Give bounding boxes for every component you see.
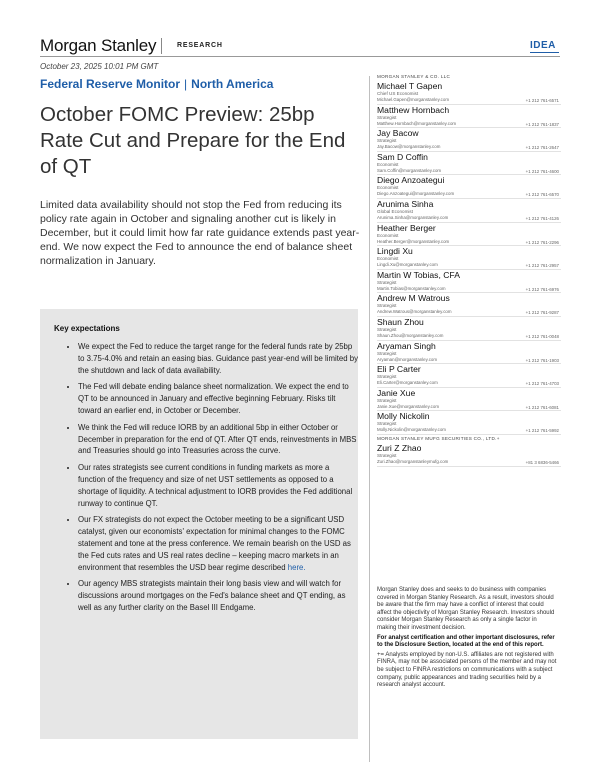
analyst-group [377, 81, 561, 435]
analyst-email[interactable]: Matthew.Hornbach@morganstanley.com [377, 120, 457, 126]
analyst-entry [377, 128, 561, 152]
idea-tag: IDEA [530, 40, 556, 51]
analyst-email[interactable]: Shaun.Zhou@morganstanley.com [377, 332, 444, 338]
analyst-role: Strategist [377, 326, 397, 332]
analyst-entry [377, 364, 561, 388]
analyst-phone: +1 212 761-5992 [525, 428, 559, 434]
analyst-entry [377, 293, 561, 317]
header-rule [40, 56, 560, 57]
disclosure-text: Morgan Stanley does and seeks to do business with companies covered in Morgan Stanley Research. As a result, investors should be aware that the firm may have a conflict of interest that could affect the objectivity of Morgan Stanley Research. Investors should consider Morgan Stanley Research as only a single factor in making their investment decision. [377, 587, 555, 631]
key-expectations-heading: Key expectations [54, 324, 120, 333]
analyst-phone: +1 212 761-6571 [525, 98, 559, 104]
analyst-name: Eli P Carter [377, 364, 421, 375]
analyst-entry [377, 341, 561, 365]
list-item [78, 422, 358, 457]
analyst-phone: +1 212 761-4703 [525, 381, 559, 387]
analyst-role: Economist [377, 232, 399, 238]
analyst-email[interactable]: Lingdi.Xu@morganstanley.com [377, 262, 438, 268]
analyst-entry [377, 270, 561, 294]
analyst-email[interactable]: Zuri.Zhao@morganstanleymufg.com [377, 458, 449, 464]
series-separator: | [184, 77, 188, 91]
firm-name: MORGAN STANLEY & CO. LLC [377, 74, 451, 79]
bullet-text: We think the Fed will reduce IORB by an additional 5bp in either October or December in preparation for the end of QT. After QT ends, reinvestments in MBS and Treasuries should go into Treasuries across the curve. [78, 422, 357, 456]
analyst-role: Economist [377, 256, 399, 262]
list-item [78, 341, 358, 376]
analyst-name: Matthew Hornbach [377, 104, 450, 115]
analyst-list [377, 74, 561, 467]
bullet-text: Our agency MBS strategists maintain their long basis view and will watch for discussions around mortgages on the Fed's balance sheet and QT ending, as well as any further clarity on the Basel III Endgame. [78, 579, 346, 612]
analyst-email[interactable]: Sam.Coffin@morganstanley.com [377, 167, 442, 173]
logo-divider [161, 38, 162, 54]
analyst-name: Aryaman Singh [377, 340, 436, 351]
analyst-role: Strategist [377, 374, 397, 380]
analyst-phone: +1 212 761-9287 [525, 310, 559, 316]
bullet-text: Our rates strategists see current conditions in funding markets as more a function of the frequency and size of net UST settlements as opposed to a shortage of liquidity. A technical adjustment to IORB provides the Fed additional runway to continue QT. [78, 463, 353, 508]
analyst-name: Molly Nickolin [377, 411, 430, 422]
analyst-entry [377, 81, 561, 105]
analyst-entry [377, 411, 561, 435]
list-item [78, 381, 358, 416]
analyst-role: Strategist [377, 452, 397, 458]
analyst-entry [377, 388, 561, 412]
analyst-email[interactable]: Martin.Tobias@morganstanley.com [377, 285, 446, 291]
analyst-phone: +1 212 761-6570 [525, 192, 559, 198]
analyst-email[interactable]: Eli.Carter@morganstanley.com [377, 380, 438, 386]
analyst-email[interactable]: Andrew.Watrous@morganstanley.com [377, 309, 452, 315]
analyst-name: Shaun Zhou [377, 316, 424, 327]
key-expectations-box [40, 309, 358, 739]
analyst-phone: +1 212 761-4126 [525, 216, 559, 222]
analyst-name: Lingdi Xu [377, 246, 413, 257]
analyst-phone: +1 212 761-2647 [525, 145, 559, 151]
analyst-role: Strategist [377, 138, 397, 144]
analyst-name: Heather Berger [377, 222, 436, 233]
research-label: RESEARCH [177, 42, 223, 49]
analyst-email[interactable]: Janie.Xue@morganstanley.com [377, 403, 439, 409]
analyst-email[interactable]: Molly.Nickolin@morganstanley.com [377, 427, 446, 433]
bullet-text: Our FX strategists do not expect the October meeting to be a significant USD catalyst, given our economists' expectation for minimal changes to the FOMC statement and tone at the press conference. We remain bearish on the USD as the Fed cuts rates and US real rates decline – keeping macro markets in an environment that resembles the USD bear regime described [78, 515, 351, 572]
bullet-text: The Fed will debate ending balance sheet normalization. We expect the end to QT to be announced in January and effective beginning February. Risks tilt toward an earlier end, in October or December. [78, 382, 349, 415]
list-item [78, 514, 358, 573]
analyst-phone: +1 212 761-2957 [525, 263, 559, 269]
brand-logo: Morgan Stanley [40, 36, 157, 55]
analyst-email[interactable]: Jay.Bacow@morganstanley.com [377, 144, 441, 150]
analyst-name: Sam D Coffin [377, 151, 428, 162]
analyst-role: Strategist [377, 279, 397, 285]
analyst-role: Strategist [377, 303, 397, 309]
analyst-role: Economist [377, 161, 399, 167]
analyst-name: Martin W Tobias, CFA [377, 269, 460, 280]
analyst-name: Arunima Sinha [377, 198, 434, 209]
analyst-entry [377, 443, 561, 467]
report-title: October FOMC Preview: 25bp Rate Cut and Prepare for the End of QT [40, 103, 346, 178]
analyst-entry [377, 175, 561, 199]
series-line [40, 77, 273, 91]
idea-underline [530, 52, 559, 53]
list-item [78, 462, 358, 509]
key-expectations-list [68, 341, 358, 619]
analyst-name: Michael T Gapen [377, 81, 443, 91]
analyst-entry [377, 152, 561, 176]
publish-date: October 23, 2025 10:01 PM GMT [40, 62, 159, 71]
analyst-name: Andrew M Watrous [377, 293, 450, 304]
report-summary: Limited data availability should not stop the Fed from reducing its policy rate again in October and signaling another cut is likely in December, but it could limit how far rate guidance extends past year-end. We now expect the Fed to announce the end of balance sheet normalization in January. [40, 199, 360, 267]
disclosure-footnote: += Analysts employed by non-U.S. affiliates are not registered with FINRA, may not be associated persons of the member and may not be subject to FINRA restrictions on communications with a subject company, public appearances and trading securities held by a research analyst account. [377, 651, 557, 689]
here-link[interactable]: here. [287, 562, 306, 572]
analyst-email[interactable]: Heather.Berger@morganstanley.com [377, 238, 450, 244]
list-item [78, 578, 358, 613]
analyst-phone: +1 212 761-1903 [525, 357, 559, 363]
analyst-email[interactable]: Michael.Gapen@morganstanley.com [377, 97, 449, 102]
firm-name: MORGAN STANLEY MUFG SECURITIES CO., LTD.+ [377, 435, 500, 441]
analyst-entry [377, 246, 561, 270]
analyst-phone: +1 212 761-6976 [525, 286, 559, 292]
series-region: North America [191, 77, 274, 91]
analyst-role: Economist [377, 185, 399, 191]
analyst-role: Strategist [377, 421, 397, 427]
analyst-entry [377, 105, 561, 129]
bullet-text: We expect the Fed to reduce the target range for the federal funds rate by 25bp to 3.75-4.0% and retain an easing bias. Guidance past year-end will be limited by the shutdown and lack of data availability. [78, 342, 358, 375]
analyst-name: Zuri Z Zhao [377, 442, 422, 453]
analyst-role: Strategist [377, 397, 397, 403]
analyst-role: Global Economist [377, 208, 414, 214]
analyst-entry [377, 199, 561, 223]
analyst-name: Diego Anzoategui [377, 175, 445, 186]
analyst-divider [377, 434, 561, 435]
analyst-phone: +81 3 6836-5466 [525, 460, 559, 465]
analyst-entry [377, 223, 561, 247]
analyst-phone: +1 212 761-2296 [525, 239, 559, 245]
analyst-email[interactable]: Arunima.Sinha@morganstanley.com [377, 214, 449, 220]
analyst-email[interactable]: Aryaman@morganstanley.com [377, 356, 438, 362]
column-divider [369, 76, 370, 762]
analyst-name: Janie Xue [377, 387, 416, 398]
analyst-group [377, 443, 561, 467]
analyst-phone: +1 212 761-0048 [525, 334, 559, 340]
analyst-phone: +1 212 761-1837 [525, 121, 559, 127]
analyst-phone: +1 212 761-4600 [525, 168, 559, 174]
analyst-name: Jay Bacow [377, 128, 419, 139]
analyst-entry [377, 317, 561, 341]
disclosure-bold: For analyst certification and other important disclosures, refer to the Disclosure Section, located at the end of this report. [377, 634, 555, 649]
disclosure-block [377, 587, 557, 692]
analyst-role: Chief US Economist [377, 91, 419, 96]
series-name: Federal Reserve Monitor [40, 77, 181, 91]
analyst-email[interactable]: Diego.Anzoategui@morganstanley.com [377, 191, 455, 197]
analyst-role: Strategist [377, 350, 397, 356]
analyst-role: Strategist [377, 114, 397, 120]
analyst-divider [377, 466, 561, 467]
analyst-phone: +1 212 761-6081 [525, 404, 559, 410]
